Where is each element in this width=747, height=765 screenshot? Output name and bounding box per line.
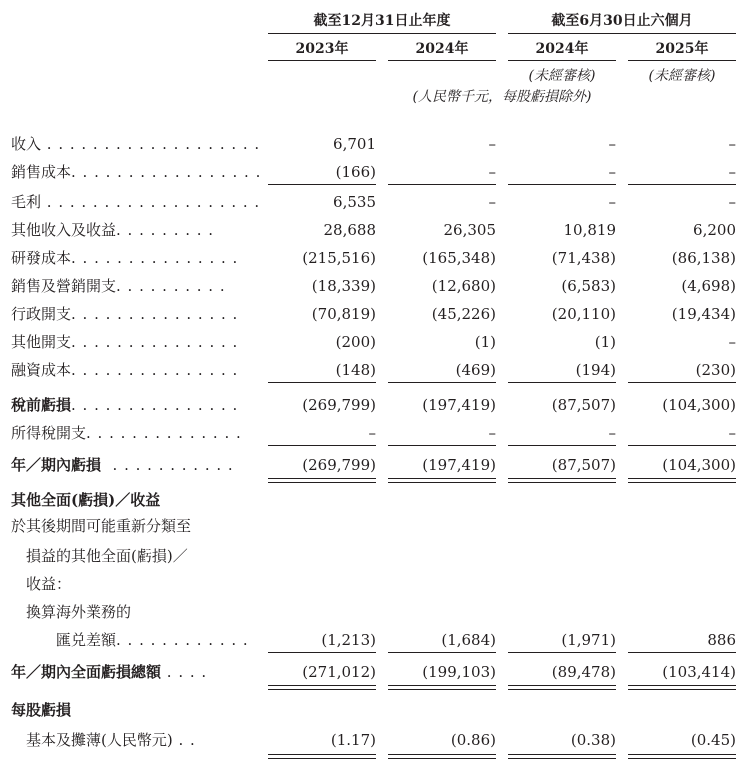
table-row: 研發成本. . . . . . . . . . . . . . . (215,516) (165,348) (71,438) (86,138) (11, 249, 736, 267)
text-row (0, 545, 747, 567)
subtotal-rule (508, 382, 616, 383)
total-double-rule (388, 685, 496, 690)
total-double-rule (508, 685, 616, 690)
header-year-1: 2023年 (295, 41, 349, 57)
header-rule-fy (268, 33, 496, 34)
section-heading: 其他全面(虧損)／收益 (11, 491, 161, 509)
cell: (0.38) (570, 731, 616, 749)
cell: (87,507) (551, 456, 616, 474)
table-row: 基本及攤薄(人民幣元) . . (1.17) (0.86) (0.38) (0.45) (26, 731, 736, 749)
cell: (103,414) (662, 663, 736, 681)
subtotal-rule (508, 445, 616, 446)
subtotal-rule (388, 445, 496, 446)
year-rule-1 (268, 60, 376, 61)
subtotal-rule (268, 652, 376, 653)
cell: (194) (575, 361, 616, 379)
total-double-rule (268, 478, 376, 483)
section-heading-row (0, 489, 747, 511)
cell: 28,688 (323, 221, 376, 239)
cell: (1.17) (330, 731, 376, 749)
total-double-rule (508, 478, 616, 483)
subtotal-rule (268, 445, 376, 446)
cell: – (728, 333, 736, 351)
cell: (45,226) (431, 305, 496, 323)
row-label: 換算海外業務的 (26, 603, 132, 621)
table-row: 年／期內虧損 . . . . . . . . . . . (269,799) (197,419) (87,507) (104,300) (11, 456, 736, 474)
cell: – (728, 193, 736, 211)
section-heading-row (0, 699, 747, 721)
cell: 886 (707, 631, 736, 649)
cell: – (488, 424, 496, 442)
table-row: 毛利 . . . . . . . . . . . . . . . . . . . 6,535 – – – (11, 193, 736, 211)
cell: 6,535 (333, 193, 376, 211)
cell: (1) (594, 333, 616, 351)
unit-note: (人民幣千元，每股虧損除外) (412, 89, 592, 105)
subtotal-rule (388, 652, 496, 653)
header-year-2: 2024年 (415, 41, 469, 57)
cell: (200) (335, 333, 376, 351)
table-row: 融資成本. . . . . . . . . . . . . . . (148) (469) (194) (230) (11, 361, 736, 379)
table-row: 其他收入及收益. . . . . . . . . 28,688 26,305 10,819 6,200 (11, 221, 736, 239)
subtotal-rule (628, 184, 736, 185)
header-group-fiscal-year: 截至12月31日止年度 (313, 13, 451, 29)
total-double-rule (508, 754, 616, 759)
cell: 10,819 (563, 221, 616, 239)
cell: (271,012) (302, 663, 376, 681)
cell: – (608, 163, 616, 181)
cell: (19,434) (671, 305, 736, 323)
cell: 26,305 (443, 221, 496, 239)
row-label: 銷售及營銷開支 (11, 277, 117, 295)
cell: (70,819) (311, 305, 376, 323)
text-row (0, 573, 747, 595)
row-label: 稅前虧損 (11, 396, 72, 414)
cell: (0.45) (690, 731, 736, 749)
cell: – (488, 135, 496, 153)
cell: – (608, 135, 616, 153)
cell: (199,103) (422, 663, 496, 681)
table-row: 稅前虧損. . . . . . . . . . . . . . . (269,799) (197,419) (87,507) (104,300) (11, 396, 736, 414)
row-label: 其他開支 (11, 333, 72, 351)
cell: (12,680) (431, 277, 496, 295)
row-label: 毛利 (11, 193, 42, 211)
table-row: 收入 . . . . . . . . . . . . . . . . . . . 6,701 – – – (11, 135, 736, 153)
cell: (469) (455, 361, 496, 379)
table-row: 銷售成本. . . . . . . . . . . . . . . . . (166) – – – (11, 163, 736, 181)
cell: (89,478) (551, 663, 616, 681)
header-year-4: 2025年 (655, 41, 709, 57)
cell: 6,200 (693, 221, 736, 239)
year-rule-2 (388, 60, 496, 61)
subtotal-rule (268, 382, 376, 383)
subtotal-rule (628, 652, 736, 653)
cell: – (488, 193, 496, 211)
subtotal-rule (628, 382, 736, 383)
row-label: 銷售成本 (11, 163, 72, 181)
text-row (0, 515, 747, 537)
cell: – (488, 163, 496, 181)
cell: (1,971) (561, 631, 616, 649)
cell: (104,300) (662, 396, 736, 414)
year-rule-3 (508, 60, 616, 61)
row-label: 損益的其他全面(虧損)／ (26, 547, 188, 565)
total-double-rule (388, 754, 496, 759)
row-label: 年／期內全面虧損總額 (11, 663, 162, 681)
row-label: 融資成本 (11, 361, 72, 379)
total-double-rule (268, 754, 376, 759)
table-row: 匯兑差額. . . . . . . . . . . . (1,213) (1,684) (1,971) 886 (56, 631, 736, 649)
row-label: 匯兑差額 (56, 631, 117, 649)
cell: (1,684) (441, 631, 496, 649)
cell: – (608, 193, 616, 211)
cell: (6,583) (561, 277, 616, 295)
cell: (86,138) (671, 249, 736, 267)
cell: (166) (335, 163, 376, 181)
table-row: 其他開支. . . . . . . . . . . . . . . (200) (1) (1) – (11, 333, 736, 351)
cell: (104,300) (662, 456, 736, 474)
cell: (148) (335, 361, 376, 379)
cell: (1,213) (321, 631, 376, 649)
row-label: 收益： (26, 575, 72, 593)
cell: (71,438) (551, 249, 616, 267)
cell: 6,701 (333, 135, 376, 153)
subtotal-rule (508, 652, 616, 653)
table-row: 年／期內全面虧損總額 . . . . (271,012) (199,103) (89,478) (103,414) (11, 663, 736, 681)
row-label: 收入 (11, 135, 42, 153)
subtotal-rule (268, 184, 376, 185)
cell: (87,507) (551, 396, 616, 414)
cell: (269,799) (302, 396, 376, 414)
header-rule-hy (508, 33, 736, 34)
cell: – (608, 424, 616, 442)
unaudited-note-1: (未經審核) (528, 68, 596, 84)
subtotal-rule (388, 382, 496, 383)
total-double-rule (388, 478, 496, 483)
subtotal-rule (508, 184, 616, 185)
subtotal-rule (628, 445, 736, 446)
cell: – (728, 135, 736, 153)
cell: (18,339) (311, 277, 376, 295)
header-year-3: 2024年 (535, 41, 589, 57)
total-double-rule (268, 685, 376, 690)
total-double-rule (628, 685, 736, 690)
total-double-rule (628, 754, 736, 759)
row-label: 行政開支 (11, 305, 72, 323)
section-heading: 每股虧損 (11, 701, 72, 719)
table-row: 行政開支. . . . . . . . . . . . . . . (70,819) (45,226) (20,110) (19,434) (11, 305, 736, 323)
cell: (230) (695, 361, 736, 379)
row-label: 於其後期間可能重新分類至 (11, 517, 192, 535)
cell: (165,348) (422, 249, 496, 267)
cell: (4,698) (681, 277, 736, 295)
cell: – (728, 424, 736, 442)
total-double-rule (628, 478, 736, 483)
cell: – (368, 424, 376, 442)
subtotal-rule (388, 184, 496, 185)
cell: (20,110) (551, 305, 616, 323)
unaudited-note-2: (未經審核) (648, 68, 716, 84)
row-label: 其他收入及收益 (11, 221, 117, 239)
cell: (197,419) (422, 396, 496, 414)
row-label: 年／期內虧損 (11, 456, 102, 474)
cell: – (728, 163, 736, 181)
cell: (0.86) (450, 731, 496, 749)
table-row: 銷售及營銷開支. . . . . . . . . . (18,339) (12,680) (6,583) (4,698) (11, 277, 736, 295)
year-rule-4 (628, 60, 736, 61)
header-group-half-year: 截至6月30日止六個月 (551, 13, 693, 29)
row-label: 所得稅開支 (11, 424, 87, 442)
cell: (269,799) (302, 456, 376, 474)
row-label: 基本及攤薄(人民幣元) (26, 731, 173, 749)
cell: (197,419) (422, 456, 496, 474)
row-label: 研發成本 (11, 249, 72, 267)
cell: (1) (474, 333, 496, 351)
cell: (215,516) (302, 249, 376, 267)
table-row: 所得稅開支. . . . . . . . . . . . . . – – – – (11, 424, 736, 442)
text-row (0, 601, 747, 623)
